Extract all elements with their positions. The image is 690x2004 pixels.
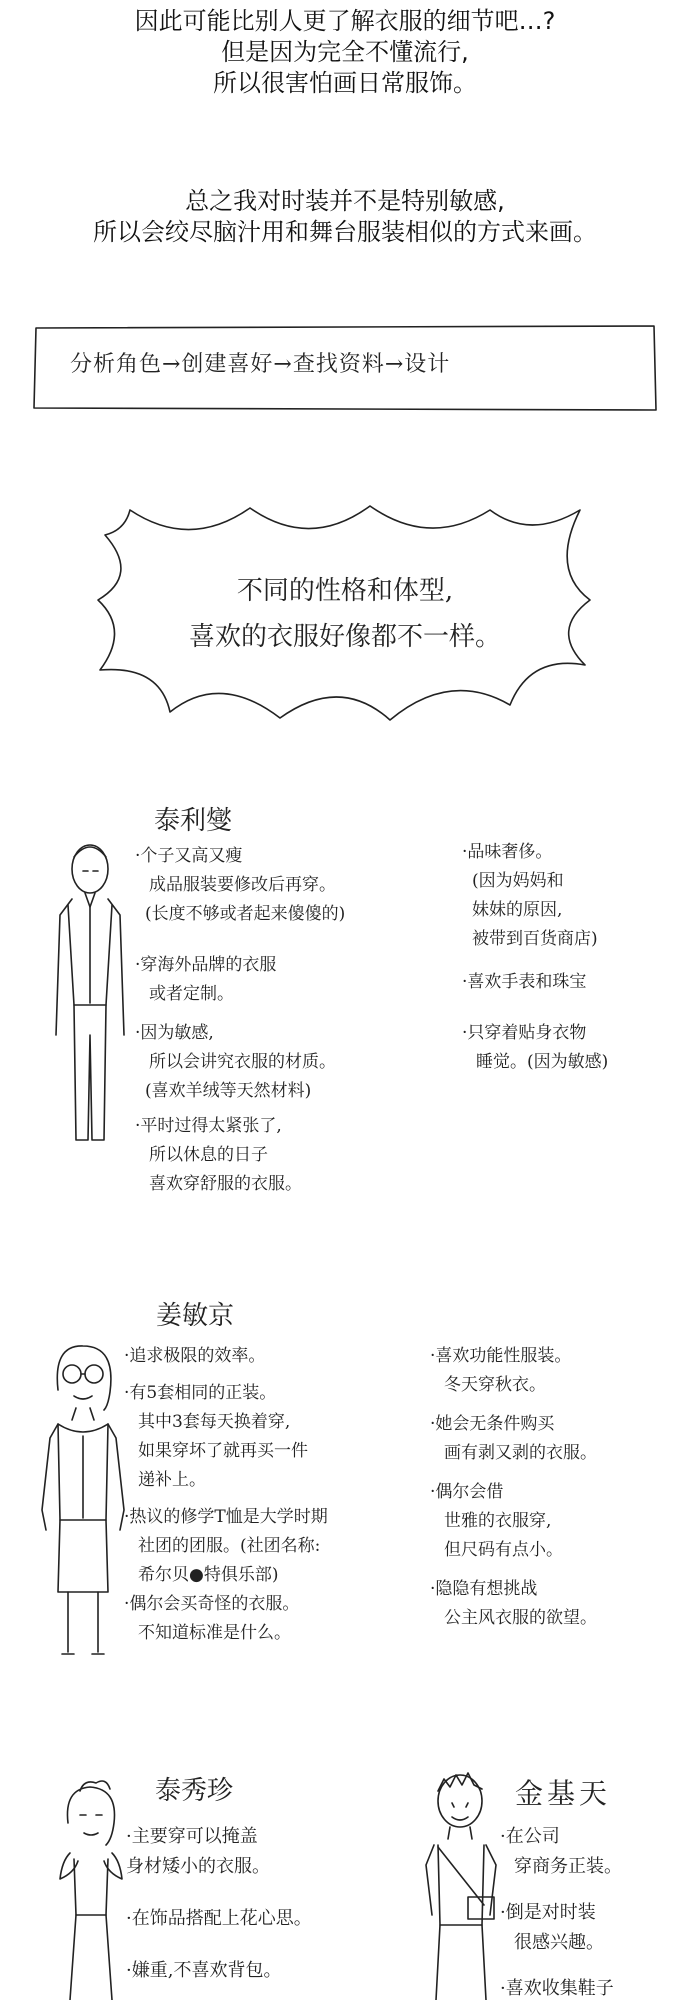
speech-line: 不同的性格和体型, xyxy=(236,576,454,606)
character-name: 姜敏京 xyxy=(156,1301,235,1331)
note-line: ·在饰品搭配上花心思。 xyxy=(126,1908,312,1929)
char1-left-notes xyxy=(135,842,345,1199)
note-line: 睡觉。(因为敏感) xyxy=(476,1052,609,1072)
intro-line: 但是因为完全不懂流行, xyxy=(221,38,469,66)
note-line: 如果穿坏了就再买一件 xyxy=(138,1441,308,1461)
note-line: 公主风衣服的欲望。 xyxy=(444,1608,597,1628)
note-line: 被带到百货商店) xyxy=(472,929,598,949)
note-line: 妹妹的原因, xyxy=(472,900,563,920)
note-line: ·只穿着贴身衣物 xyxy=(462,1023,587,1043)
character-name: 泰利燮 xyxy=(154,806,233,836)
note-line: ·嫌重,不喜欢背包。 xyxy=(126,1960,282,1981)
note-line: 很感兴趣。 xyxy=(514,1932,604,1953)
note-line: 但尺码有点小。 xyxy=(444,1540,563,1560)
note-line: ·喜欢收集鞋子 xyxy=(500,1978,614,1999)
summary-text xyxy=(0,186,690,248)
note-line: ·隐隐有想挑战 xyxy=(430,1579,538,1599)
note-line: 所以休息的日子 xyxy=(149,1145,268,1165)
note-line: 世雅的衣服穿, xyxy=(444,1511,552,1531)
note-line: 社团的团服。(社团名称: xyxy=(138,1536,321,1556)
char4-notes xyxy=(500,1822,622,2004)
note-line: 身材矮小的衣服。 xyxy=(126,1856,270,1877)
note-line: (长度不够或者起来傻傻的) xyxy=(145,904,346,924)
intro-text xyxy=(0,6,690,99)
note-line: ·平时过得太紧张了, xyxy=(135,1116,282,1136)
note-line: 不知道标准是什么。 xyxy=(138,1623,291,1643)
note-line: ·品味奢侈。 xyxy=(462,842,553,862)
note-line: ·有5套相同的正装。 xyxy=(124,1383,277,1403)
character-figure-small-woman xyxy=(40,1775,140,2000)
note-line: 穿商务正装。 xyxy=(514,1856,622,1877)
note-line: ·在公司 xyxy=(500,1826,560,1847)
intro-line: 因此可能比别人更了解衣服的细节吧…? xyxy=(134,7,556,35)
note-line: 希尔贝●特俱乐部) xyxy=(138,1565,279,1585)
note-line: ·偶尔会借 xyxy=(430,1482,504,1502)
summary-line: 总之我对时装并不是特别敏感, xyxy=(185,187,505,215)
note-line: 喜欢穿舒服的衣服。 xyxy=(149,1174,302,1194)
note-line: 所以会讲究衣服的材质。 xyxy=(149,1052,336,1072)
note-line: ·喜欢手表和珠宝 xyxy=(462,972,587,992)
note-line: 或者定制。 xyxy=(149,984,234,1004)
speech-bubble-text xyxy=(140,568,550,660)
note-line: ·主要穿可以掩盖 xyxy=(126,1826,258,1847)
intro-line: 所以很害怕画日常服饰。 xyxy=(213,69,477,97)
note-line: 成品服装要修改后再穿。 xyxy=(149,875,336,895)
note-line: ·偶尔会买奇怪的衣服。 xyxy=(124,1594,300,1614)
note-line: ·穿海外品牌的衣服 xyxy=(135,955,277,975)
summary-line: 所以会绞尽脑汁用和舞台服装相似的方式来画。 xyxy=(93,218,597,246)
char2-left-notes xyxy=(124,1342,328,1648)
speech-line: 喜欢的衣服好像都不一样。 xyxy=(188,622,501,652)
character-figure-tall-man xyxy=(40,835,140,1155)
character-name: 泰秀珍 xyxy=(155,1776,234,1806)
note-line: 其中3套每天换着穿, xyxy=(138,1412,291,1432)
note-line: 递补上。 xyxy=(138,1470,206,1490)
note-line: ·倒是对时装 xyxy=(500,1902,596,1923)
char1-right-notes xyxy=(462,838,608,1077)
note-line: (喜欢羊绒等天然材料) xyxy=(145,1081,312,1101)
note-line: 画有剥又剥的衣服。 xyxy=(444,1443,597,1463)
note-line: 冬天穿秋衣。 xyxy=(444,1375,546,1395)
character-name: 金基天 xyxy=(515,1777,612,1810)
note-line: ·喜欢功能性服装。 xyxy=(430,1346,572,1366)
note-line: ·个子又高又瘦 xyxy=(135,846,243,866)
note-line: (因为妈妈和 xyxy=(472,871,564,891)
char2-right-notes xyxy=(430,1342,597,1633)
note-line: ·她会无条件购买 xyxy=(430,1414,555,1434)
character-figure-glasses-woman xyxy=(28,1340,138,1670)
note-line: ·热议的修学T恤是大学时期 xyxy=(124,1507,328,1527)
process-flow-text: 分析角色→创建喜好→查找资料→设计 xyxy=(70,352,451,377)
note-line: ·因为敏感, xyxy=(135,1023,214,1043)
char3-notes xyxy=(126,1822,312,1986)
note-line: ·追求极限的效率。 xyxy=(124,1346,266,1366)
